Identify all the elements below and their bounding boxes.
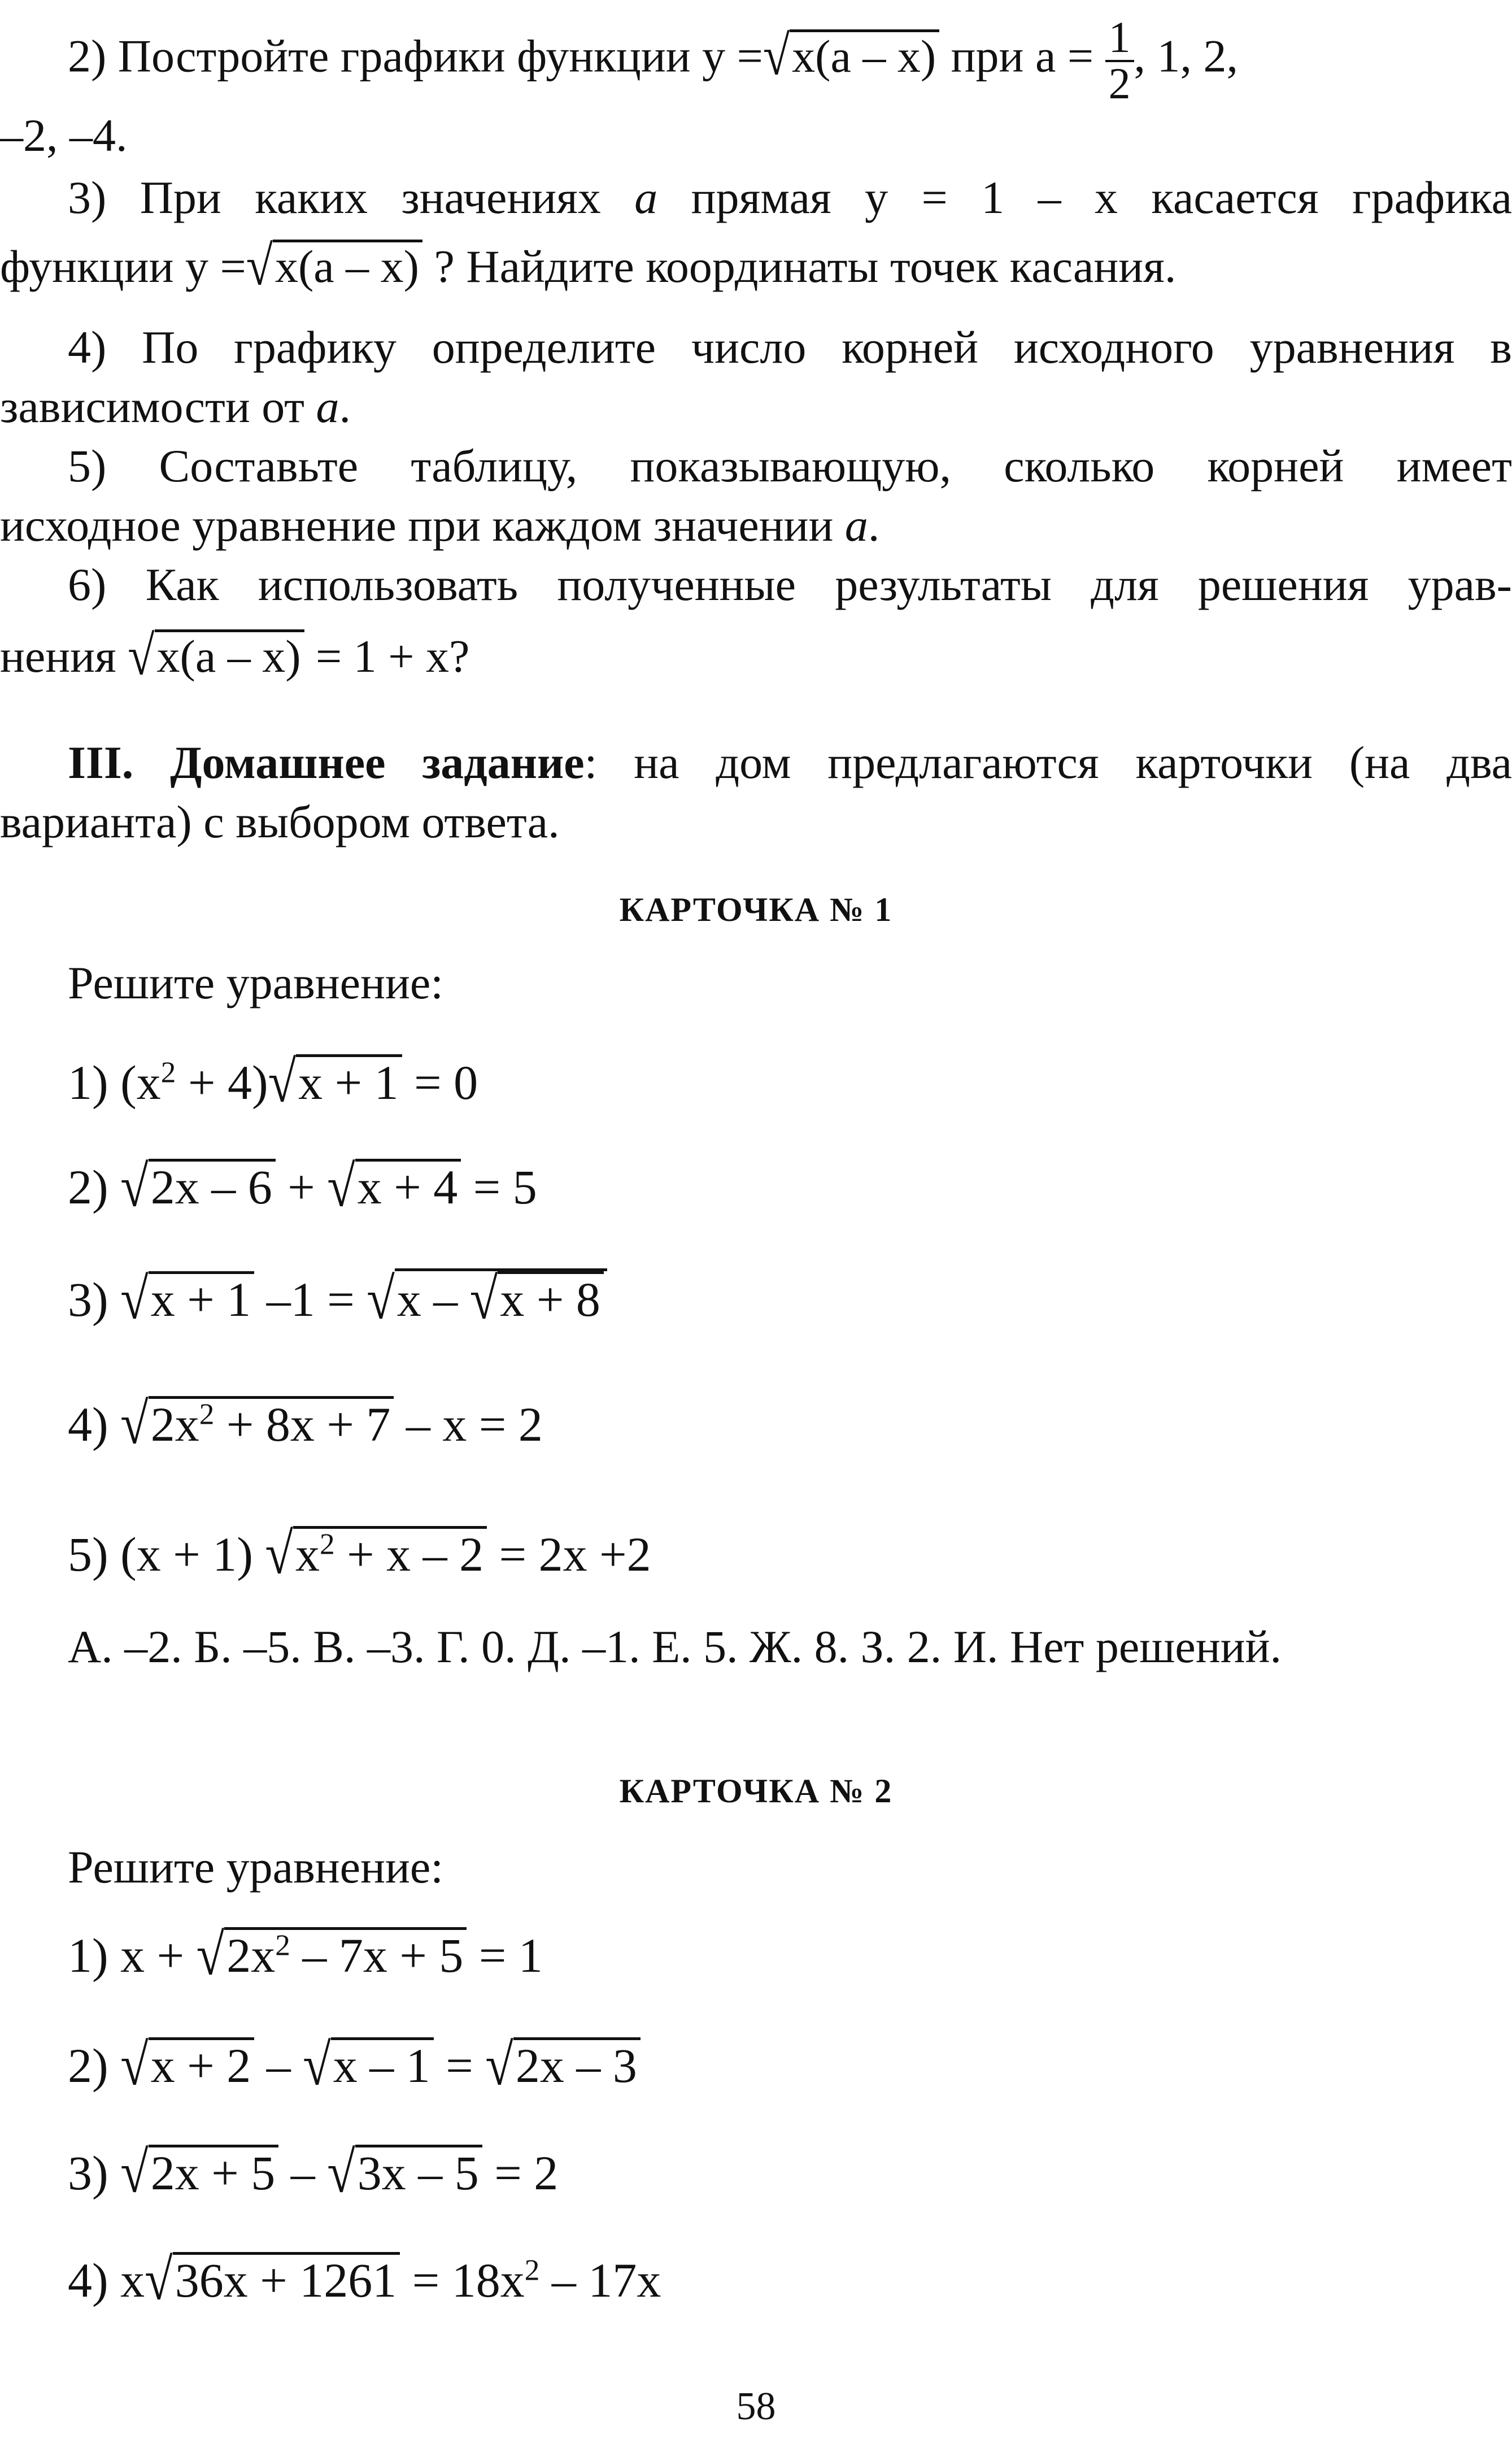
card-1-title: КАРТОЧКА № 1 — [619, 891, 893, 928]
radicand: 2х — [150, 1397, 199, 1451]
card-2-equation-4 — [68, 2247, 661, 2312]
item-3-text-a: 3) При каких значениях — [68, 172, 635, 223]
item-4-line-2 — [0, 379, 351, 435]
radicand: 2х – 6 — [149, 1159, 276, 1212]
fraction-numerator: 1 — [1105, 16, 1134, 62]
sqrt-expression: √х + 4 — [327, 1158, 461, 1215]
sqrt-expression: √х – 1 — [303, 2037, 434, 2094]
eq-text: –1 = — [254, 1272, 367, 1327]
item-4-text-c: . — [339, 381, 351, 432]
item-3-text-b: прямая у = 1 – х касается графика — [657, 172, 1512, 223]
eq-text: = 1 — [467, 1928, 543, 1983]
card-2-equation-1 — [68, 1922, 543, 1988]
sqrt-expression-nested: √х – √х + 8 — [367, 1268, 607, 1328]
item-5-line-1 — [68, 438, 1512, 494]
sqrt-expression: √х(а – х) — [246, 237, 422, 295]
item-3-text-d: ? Найдите координаты точек касания. — [422, 241, 1177, 292]
eq-text: 1) х + — [68, 1928, 197, 1983]
page-number: 58 — [736, 2385, 776, 2428]
item-6-text-c: = 1 + х? — [304, 631, 470, 682]
eq-text: – — [278, 2146, 328, 2200]
item-6-line-2 — [0, 624, 470, 687]
sqrt-expression: $√х^2 + х - 2$ — [265, 1525, 487, 1583]
sqrt-expression: √х + 1 — [268, 1054, 402, 1111]
item-4-text-b: зависимости от — [0, 381, 316, 432]
card-2-equation-2 — [68, 2032, 640, 2098]
fraction-one-half — [1105, 13, 1134, 108]
card-2-title: КАРТОЧКА № 2 — [619, 1772, 893, 1810]
item-5-text-c: . — [868, 499, 880, 551]
item-5-text-b: исходное уравнение при каждом значении — [0, 499, 845, 551]
eq-text: 3) — [68, 2146, 121, 2200]
eq-text: 2) — [68, 2038, 121, 2093]
sqrt-expression: √х + 8 — [470, 1271, 604, 1326]
sqrt-expression: √2х – 6 — [120, 1158, 276, 1215]
radicand: х(а – х) — [273, 240, 422, 291]
item-5-text: 5) Составьте таблицу, показывающую, сколько корней имеет — [68, 440, 1512, 492]
sqrt-expression: √х + 1 — [120, 1271, 254, 1328]
radicand: х + 2 — [149, 2037, 255, 2091]
eq-text: 4) — [68, 1397, 121, 1451]
exponent: 2 — [319, 1527, 335, 1561]
sqrt-expression: $√2х^2 - 7х + 5$ — [197, 1927, 467, 1984]
item-2-text: 2) Постройте графики функции у = — [68, 30, 763, 82]
eq-text: 2) — [68, 1160, 121, 1214]
eq-text: = — [433, 2038, 486, 2093]
eq-text: 5) (х + 1) — [68, 1527, 265, 1581]
sqrt-expression: √2х + 5 — [120, 2144, 278, 2201]
exponent: 2 — [160, 1055, 176, 1089]
exponent: 2 — [524, 2253, 540, 2287]
radicand: + 8х + 7 — [214, 1397, 391, 1451]
homework-heading: III. Домашнее задание — [68, 737, 585, 788]
sqrt-expression: √х(а – х) — [763, 27, 939, 85]
item-2-line-1 — [68, 13, 1239, 108]
item-4-text: 4) По графику определите число корней исходного уравнения в — [68, 321, 1512, 373]
item-5-line-2 — [0, 497, 879, 554]
eq-text: 1) (х — [68, 1055, 161, 1110]
radicand: х – 1 — [331, 2037, 434, 2091]
sqrt-expression: √2х – 3 — [485, 2037, 640, 2094]
item-2-rest: , 1, 2, — [1134, 30, 1239, 82]
eq-text: + — [275, 1160, 328, 1214]
radicand: 2х — [226, 1928, 276, 1983]
exponent: 2 — [275, 1928, 290, 1962]
eq-text: – 17х — [539, 2253, 661, 2307]
radicand: – 7х + 5 — [290, 1928, 464, 1983]
radicand: х + 4 — [355, 1159, 461, 1212]
radicand: 2х – 3 — [513, 2037, 640, 2091]
homework-line-2: варианта) с выбором ответа. — [0, 796, 560, 847]
sqrt-expression: √3х – 5 — [327, 2144, 482, 2201]
eq-text: – х = 2 — [394, 1397, 543, 1451]
variable-a: a — [634, 172, 658, 223]
card-1-answer-options: А. –2. Б. –5. В. –3. Г. 0. Д. –1. Е. 5. Ж. 8. З. 2. И. Нет решений. — [68, 1621, 1282, 1672]
radicand: х – — [396, 1272, 470, 1327]
item-3-line-2 — [0, 234, 1177, 297]
item-2-mid: при а = — [939, 30, 1094, 82]
item-3-text-c: функции у = — [0, 241, 246, 292]
card-1-equation-1 — [68, 1049, 478, 1115]
card-1-equation-2 — [68, 1154, 537, 1219]
item-3-line-1 — [68, 169, 1512, 226]
card-1-task: Решите уравнение: — [68, 957, 444, 1008]
fraction-denominator: 2 — [1108, 59, 1131, 108]
card-2-equation-3 — [68, 2140, 559, 2205]
item-6-line-1 — [68, 557, 1512, 613]
eq-text: = 2 — [482, 2146, 559, 2200]
homework-text: : на дом предлагаются карточки (на два — [584, 737, 1512, 788]
variable-a: a — [316, 381, 339, 432]
eq-text: = 5 — [461, 1160, 537, 1214]
sqrt-expression: √х(а – х) — [128, 627, 304, 685]
item-6-text-b: нения — [0, 631, 128, 682]
radicand: + х – 2 — [334, 1527, 484, 1581]
radicand: 3х – 5 — [355, 2145, 482, 2198]
card-1-equation-4 — [68, 1391, 543, 1457]
card-1-equation-3 — [68, 1266, 607, 1332]
eq-text: = 2х +2 — [487, 1527, 651, 1581]
eq-text: + 4) — [176, 1055, 268, 1110]
radicand: х + 8 — [498, 1271, 604, 1325]
item-2-line-2: –2, –4. — [0, 110, 128, 161]
item-6-text: 6) Как использовать полученные результаты для решения урав- — [68, 559, 1512, 610]
eq-text: = 18х — [400, 2253, 525, 2307]
homework-line-1 — [68, 734, 1512, 791]
eq-text: – — [254, 2038, 303, 2093]
card-2-task: Решите уравнение: — [68, 1841, 444, 1893]
radicand: 2х + 5 — [149, 2145, 279, 2198]
radicand: 36х + 1261 — [173, 2252, 400, 2306]
item-4-line-1 — [68, 319, 1512, 376]
eq-text: 4) х — [68, 2253, 145, 2307]
card-1-equation-5 — [68, 1521, 651, 1586]
variable-a: a — [844, 499, 868, 551]
radicand: х — [295, 1527, 320, 1581]
exponent: 2 — [199, 1397, 215, 1431]
radicand: х(а – х) — [790, 29, 939, 81]
eq-text: = 0 — [402, 1055, 478, 1110]
radicand: х + 1 — [149, 1271, 255, 1325]
radicand: х + 1 — [296, 1054, 402, 1108]
sqrt-expression: √х + 2 — [120, 2037, 254, 2094]
sqrt-expression: √36х + 1261 — [145, 2251, 400, 2308]
eq-text: 3) — [68, 1272, 121, 1327]
sqrt-expression: $√2х^2 + 8х + 7$ — [120, 1395, 394, 1453]
radicand: х(а – х) — [155, 629, 304, 681]
